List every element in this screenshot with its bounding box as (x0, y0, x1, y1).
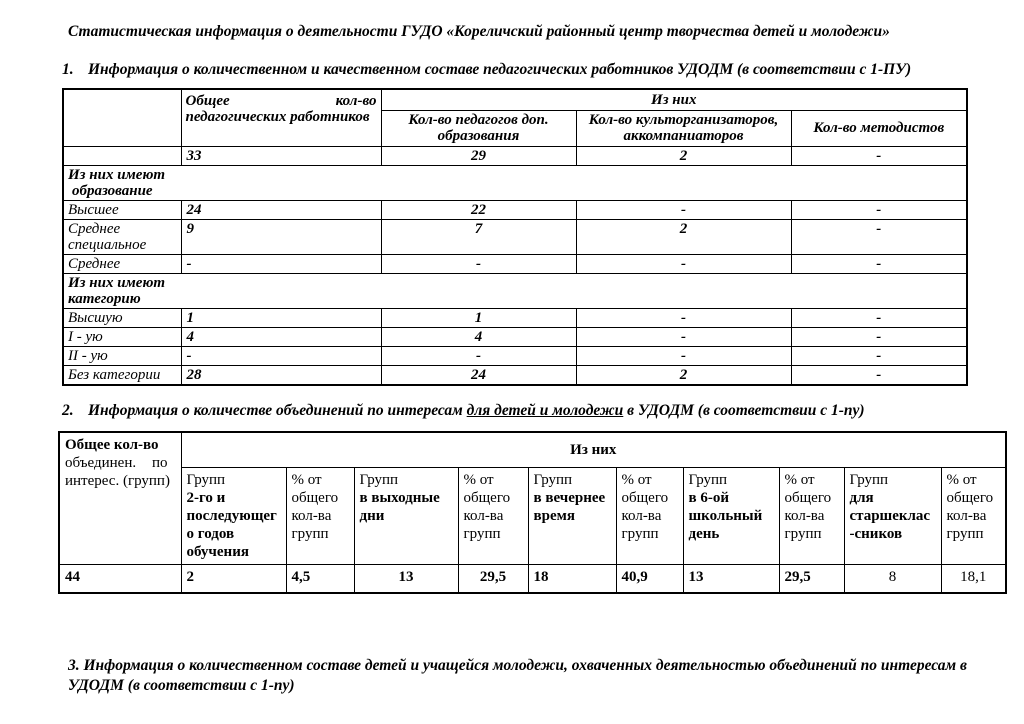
row-label: Без категории (63, 365, 181, 385)
table-row (63, 200, 967, 219)
table-row (59, 432, 1006, 467)
header-cell-pct: % от общего кол-ва групп (616, 467, 683, 564)
cell-total: - (181, 254, 381, 273)
cell-total: - (181, 346, 381, 365)
header-cell-groups-seniors: Групп для старшеклас -сников (844, 467, 941, 564)
header-cell-iz-nih: Из них (381, 89, 967, 110)
cell-total-groups: 44 (59, 564, 181, 593)
cell-dop: - (381, 346, 576, 365)
table-row (63, 165, 967, 200)
header-cell-iz-nih: Из них (181, 432, 1006, 467)
table-row (63, 365, 967, 385)
table-row (63, 273, 967, 308)
cell-total: 4 (181, 327, 381, 346)
cell-met: - (791, 254, 967, 273)
teachers-table (62, 88, 968, 386)
cell-total: 33 (181, 146, 381, 165)
cell-total: 1 (181, 308, 381, 327)
table-row (63, 327, 967, 346)
header-cell-total-teachers: Общее кол-во педагогических работников (181, 89, 381, 146)
section-3-heading: 3. Информация о количественном составе детей и учащейся молодежи, охваченных деятельностью объединений по интересам в УДОДМ (в соответствии с 1-пу) (68, 657, 967, 694)
cell-kult: - (576, 254, 791, 273)
header-cell-groups-6th-schoolday: Групп в 6-ой школьный день (683, 467, 779, 564)
header-cell-kultorganizers: Кол-во культорганизаторов, аккомпаниаторов (576, 110, 791, 146)
cell-met: - (791, 308, 967, 327)
empty-header-cell (63, 89, 181, 146)
table-row (63, 89, 967, 110)
cell-dop: 29 (381, 146, 576, 165)
section-row-education: Из них имеют образование (63, 165, 967, 200)
cell-value: 4,5 (286, 564, 354, 593)
row-label: II - ую (63, 346, 181, 365)
header-cell-groups-evening: Групп в вечернее время (528, 467, 616, 564)
cell-kult: - (576, 346, 791, 365)
section-1-heading-text: Информация о количественном и качественном составе педагогических работников УДОДМ (в соответствии с 1-ПУ) (88, 61, 912, 78)
empty-cell (63, 146, 181, 165)
table-row (63, 254, 967, 273)
section-1-number: 1. (62, 61, 74, 78)
cell-dop: 24 (381, 365, 576, 385)
cell-value: 13 (683, 564, 779, 593)
table-row (63, 219, 967, 254)
cell-kult: 2 (576, 365, 791, 385)
section-row-category: Из них имеют категорию (63, 273, 967, 308)
cell-value: 29,5 (779, 564, 844, 593)
cell-value: 29,5 (458, 564, 528, 593)
cell-value: 18,1 (941, 564, 1006, 593)
cell-total: 28 (181, 365, 381, 385)
cell-kult: 2 (576, 219, 791, 254)
cell-dop: - (381, 254, 576, 273)
cell-kult: - (576, 308, 791, 327)
section-2-heading-text: Информация о количестве объединений по интересам для детей и молодежи в УДОДМ (в соответствии с 1-пу) (88, 402, 865, 419)
section-2-heading (62, 402, 984, 420)
table-row (63, 346, 967, 365)
underlined-phrase: для детей и молодежи (466, 402, 624, 419)
section-2-number: 2. (62, 402, 74, 419)
header-cell-dop-education: Кол-во педагогов доп. образования (381, 110, 576, 146)
header-cell-methodists: Кол-во методистов (791, 110, 967, 146)
cell-met: - (791, 219, 967, 254)
header-cell-groups-2nd-year: Групп 2-го и последующег о годов обучения (181, 467, 286, 564)
row-label: Среднее специальное (63, 219, 181, 254)
cell-value: 40,9 (616, 564, 683, 593)
table-row (63, 146, 967, 165)
row-label: Среднее (63, 254, 181, 273)
table-row (59, 564, 1006, 593)
cell-value: 2 (181, 564, 286, 593)
row-label: Высшее (63, 200, 181, 219)
row-label: I - ую (63, 327, 181, 346)
header-cell-total-groups: Общее кол-во объединен. по интерес. (групп) (59, 432, 181, 564)
groups-table (58, 431, 1007, 594)
cell-dop: 22 (381, 200, 576, 219)
cell-kult: - (576, 327, 791, 346)
cell-met: - (791, 200, 967, 219)
cell-value: 13 (354, 564, 458, 593)
cell-kult: 2 (576, 146, 791, 165)
cell-met: - (791, 365, 967, 385)
header-cell-pct: % от общего кол-ва групп (779, 467, 844, 564)
cell-value: 8 (844, 564, 941, 593)
cell-kult: - (576, 200, 791, 219)
section-1-heading (62, 61, 984, 79)
cell-met: - (791, 146, 967, 165)
row-label: Высшую (63, 308, 181, 327)
document-title: Статистическая информация о деятельности ГУДО «Кореличский районный центр творчества детей и молодежи» (68, 23, 890, 40)
cell-dop: 1 (381, 308, 576, 327)
cell-met: - (791, 346, 967, 365)
header-cell-pct: % от общего кол-ва групп (458, 467, 528, 564)
cell-total: 24 (181, 200, 381, 219)
cell-dop: 7 (381, 219, 576, 254)
header-cell-groups-weekends: Групп в выходные дни (354, 467, 458, 564)
cell-total: 9 (181, 219, 381, 254)
cell-met: - (791, 327, 967, 346)
table-row (59, 467, 1006, 564)
cell-value: 18 (528, 564, 616, 593)
cell-dop: 4 (381, 327, 576, 346)
table-row (63, 308, 967, 327)
header-cell-pct: % от общего кол-ва групп (941, 467, 1006, 564)
header-cell-pct: % от общего кол-ва групп (286, 467, 354, 564)
